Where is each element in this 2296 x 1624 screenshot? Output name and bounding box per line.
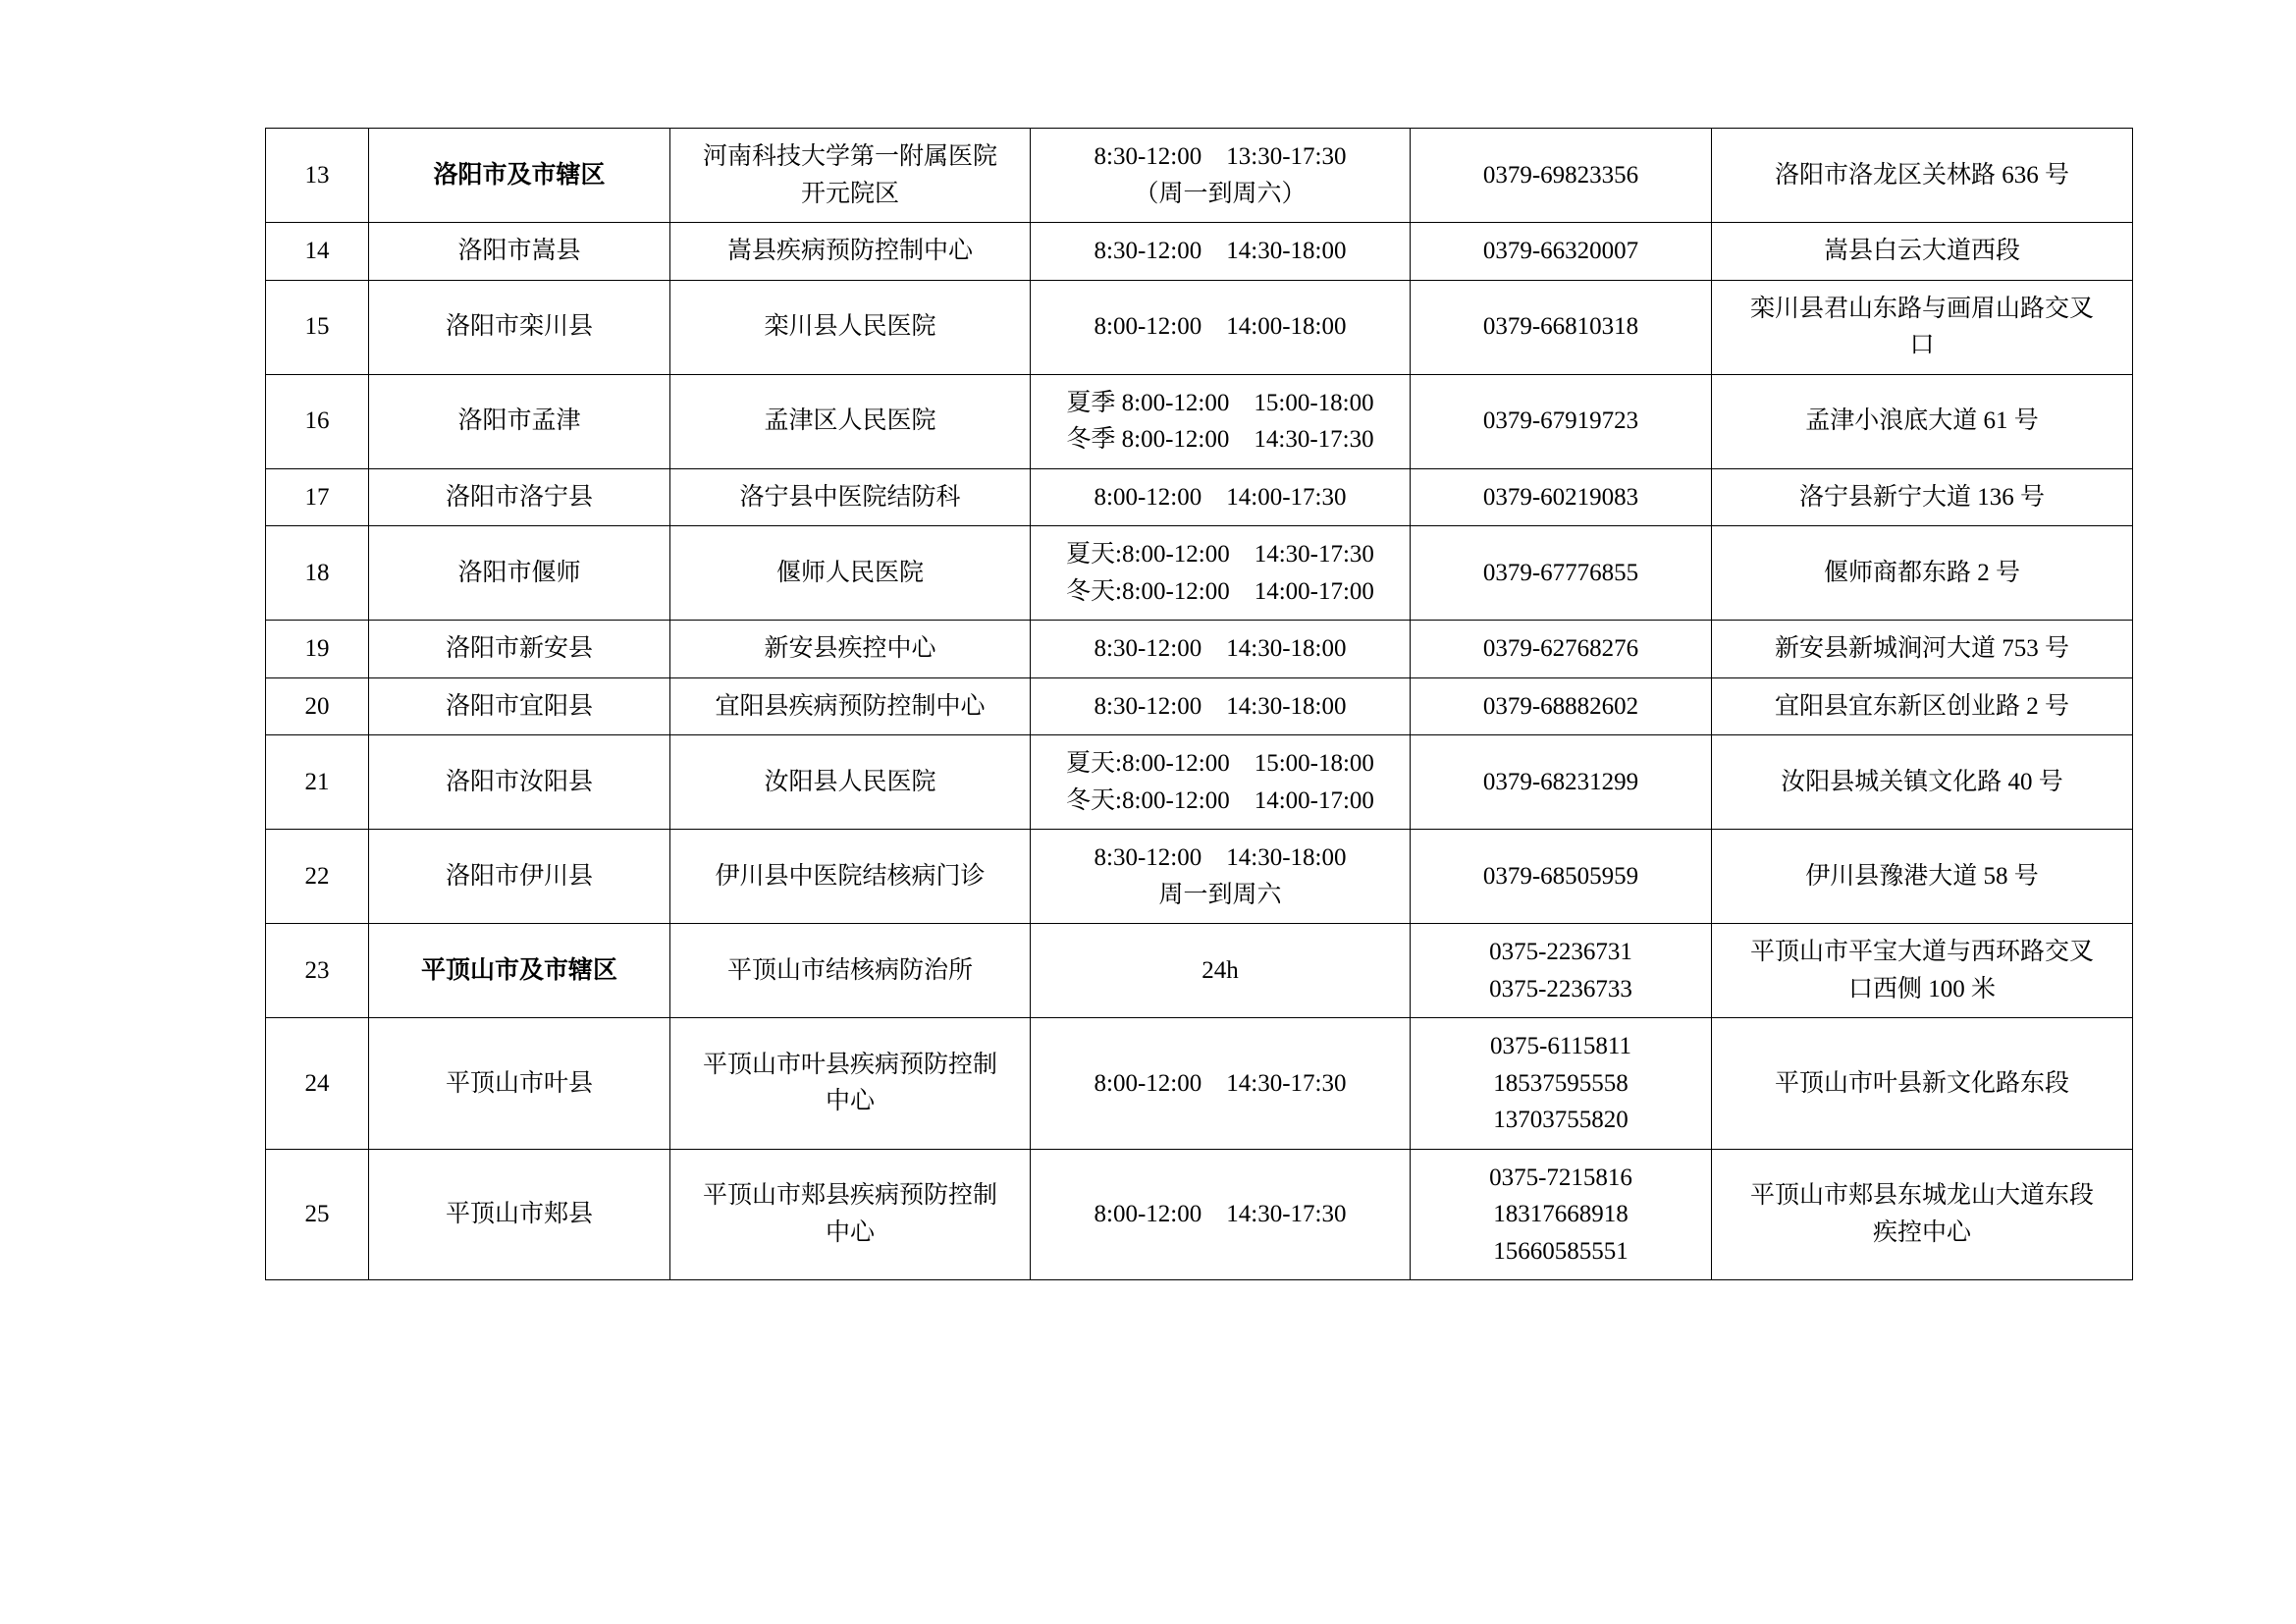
institution-name xyxy=(670,223,1031,281)
address xyxy=(1712,735,2133,830)
area-name: 洛阳市宜阳县 xyxy=(369,677,670,735)
area-name: 洛阳市伊川县 xyxy=(369,830,670,924)
institution-name-line: 平顶山市结核病防治所 xyxy=(726,956,973,984)
institution-name xyxy=(670,1149,1031,1280)
row-index: 21 xyxy=(266,735,369,830)
contact-phone-line: 0375-2236731 xyxy=(1489,939,1632,965)
address-line: 偃师商都东路 2 号 xyxy=(1823,559,2020,586)
service-hours-line: 冬天:8:00-12:00 14:00-17:00 xyxy=(1066,577,1374,605)
institution-name-line: 平顶山市郏县疾病预防控制 xyxy=(702,1182,997,1210)
clinic-table xyxy=(265,128,2133,1280)
institution-name xyxy=(670,830,1031,924)
institution-name xyxy=(670,735,1031,830)
contact-phone xyxy=(1411,374,1712,468)
address xyxy=(1712,1149,2133,1280)
table-row xyxy=(266,735,2133,830)
service-hours-line: 8:30-12:00 14:30-18:00 xyxy=(1094,238,1347,264)
area-name: 洛阳市及市辖区 xyxy=(369,129,670,223)
area-name: 洛阳市嵩县 xyxy=(369,223,670,281)
contact-phone-line: 0379-68505959 xyxy=(1482,862,1639,890)
service-hours-line: 8:30-12:00 14:30-18:00 xyxy=(1094,844,1347,871)
service-hours-line: 8:00-12:00 14:00-18:00 xyxy=(1094,313,1347,341)
row-index: 19 xyxy=(266,621,369,678)
contact-phone-line: 0379-60219083 xyxy=(1482,483,1639,511)
address-line: 平顶山市平宝大道与西环路交叉 xyxy=(1749,939,2094,965)
table-row xyxy=(266,468,2133,526)
service-hours-line: 夏天:8:00-12:00 14:30-17:30 xyxy=(1066,541,1374,568)
address xyxy=(1712,280,2133,374)
service-hours xyxy=(1031,621,1411,678)
contact-phone-line: 0379-67776855 xyxy=(1482,559,1639,586)
service-hours-line: 冬天:8:00-12:00 14:00-17:00 xyxy=(1066,786,1374,814)
address-line: 平顶山市郏县东城龙山大道东段 xyxy=(1749,1182,2094,1210)
institution-name-line: 中心 xyxy=(825,1218,875,1246)
institution-name-line: 宜阳县疾病预防控制中心 xyxy=(715,692,986,720)
service-hours-line: 8:00-12:00 14:30-17:30 xyxy=(1094,1069,1347,1097)
institution-name xyxy=(670,280,1031,374)
row-index: 15 xyxy=(266,280,369,374)
row-index: 23 xyxy=(266,924,369,1018)
address-line: 口西侧 100 米 xyxy=(1847,975,1996,1002)
row-index: 14 xyxy=(266,223,369,281)
clinic-table-body xyxy=(266,129,2133,1280)
address xyxy=(1712,1018,2133,1150)
service-hours-line: 夏季 8:00-12:00 15:00-18:00 xyxy=(1066,389,1374,416)
contact-phone xyxy=(1411,1149,1712,1280)
area-name: 平顶山市叶县 xyxy=(369,1018,670,1150)
institution-name-line: 新安县疾控中心 xyxy=(764,635,936,662)
service-hours xyxy=(1031,677,1411,735)
address-line: 洛阳市洛龙区关林路 636 号 xyxy=(1774,161,2069,189)
row-index: 18 xyxy=(266,526,369,621)
table-row xyxy=(266,621,2133,678)
area-name: 洛阳市新安县 xyxy=(369,621,670,678)
row-index: 16 xyxy=(266,374,369,468)
service-hours-line: （周一到周六） xyxy=(1134,180,1307,207)
contact-phone-line: 0379-69823356 xyxy=(1482,161,1639,189)
institution-name-line: 栾川县人民医院 xyxy=(764,313,936,341)
address-line: 孟津小浪底大道 61 号 xyxy=(1805,407,2039,435)
contact-phone-line: 0375-7215816 xyxy=(1489,1164,1632,1191)
address-line: 洛宁县新宁大道 136 号 xyxy=(1798,483,2045,511)
contact-phone-line: 18317668918 xyxy=(1493,1201,1629,1227)
contact-phone-line: 0379-67919723 xyxy=(1482,407,1639,435)
address-line: 伊川县豫港大道 58 号 xyxy=(1805,862,2039,890)
address xyxy=(1712,924,2133,1018)
institution-name xyxy=(670,129,1031,223)
contact-phone xyxy=(1411,526,1712,621)
area-name: 洛阳市汝阳县 xyxy=(369,735,670,830)
table-row xyxy=(266,830,2133,924)
institution-name xyxy=(670,374,1031,468)
contact-phone xyxy=(1411,1018,1712,1150)
area-name: 洛阳市栾川县 xyxy=(369,280,670,374)
institution-name xyxy=(670,1018,1031,1150)
service-hours-line: 8:00-12:00 14:30-17:30 xyxy=(1094,1201,1347,1227)
contact-phone xyxy=(1411,280,1712,374)
service-hours xyxy=(1031,280,1411,374)
address-line: 口 xyxy=(1909,332,1935,358)
contact-phone xyxy=(1411,129,1712,223)
contact-phone-line: 0375-6115811 xyxy=(1490,1033,1631,1059)
contact-phone-line: 0379-68231299 xyxy=(1482,768,1639,795)
address xyxy=(1712,677,2133,735)
contact-phone xyxy=(1411,223,1712,281)
table-row xyxy=(266,1018,2133,1150)
institution-name-line: 汝阳县人民医院 xyxy=(764,768,936,795)
service-hours xyxy=(1031,526,1411,621)
institution-name-line: 伊川县中医院结核病门诊 xyxy=(715,862,986,890)
institution-name xyxy=(670,468,1031,526)
table-row xyxy=(266,374,2133,468)
service-hours-line: 24h xyxy=(1201,956,1239,984)
area-name: 平顶山市及市辖区 xyxy=(369,924,670,1018)
institution-name-line: 孟津区人民医院 xyxy=(764,407,936,435)
institution-name xyxy=(670,924,1031,1018)
service-hours-line: 周一到周六 xyxy=(1158,881,1282,908)
contact-phone-line: 15660585551 xyxy=(1493,1237,1629,1265)
table-row xyxy=(266,223,2133,281)
address xyxy=(1712,830,2133,924)
address-line: 栾川县君山东路与画眉山路交叉 xyxy=(1749,295,2094,322)
row-index: 22 xyxy=(266,830,369,924)
area-name: 平顶山市郏县 xyxy=(369,1149,670,1280)
contact-phone-line: 0379-66810318 xyxy=(1482,313,1639,341)
service-hours-line: 8:00-12:00 14:00-17:30 xyxy=(1094,483,1347,511)
table-row xyxy=(266,677,2133,735)
contact-phone xyxy=(1411,621,1712,678)
address xyxy=(1712,129,2133,223)
service-hours xyxy=(1031,374,1411,468)
contact-phone xyxy=(1411,830,1712,924)
service-hours xyxy=(1031,468,1411,526)
institution-name xyxy=(670,677,1031,735)
service-hours xyxy=(1031,1018,1411,1150)
contact-phone-line: 0379-66320007 xyxy=(1482,238,1639,264)
address xyxy=(1712,468,2133,526)
row-index: 20 xyxy=(266,677,369,735)
service-hours-line: 8:30-12:00 13:30-17:30 xyxy=(1094,143,1347,170)
service-hours xyxy=(1031,223,1411,281)
contact-phone-line: 0379-68882602 xyxy=(1482,692,1639,720)
service-hours-line: 8:30-12:00 14:30-18:00 xyxy=(1094,635,1347,662)
service-hours xyxy=(1031,1149,1411,1280)
institution-name xyxy=(670,621,1031,678)
table-row xyxy=(266,1149,2133,1280)
address-line: 汝阳县城关镇文化路 40 号 xyxy=(1781,768,2063,795)
institution-name-line: 河南科技大学第一附属医院 xyxy=(702,143,997,170)
table-row xyxy=(266,129,2133,223)
institution-name-line: 洛宁县中医院结防科 xyxy=(739,483,961,511)
service-hours-line: 8:30-12:00 14:30-18:00 xyxy=(1094,692,1347,720)
service-hours-line: 冬季 8:00-12:00 14:30-17:30 xyxy=(1066,426,1374,453)
address-line: 疾控中心 xyxy=(1872,1218,1971,1246)
institution-name-line: 嵩县疾病预防控制中心 xyxy=(726,238,973,264)
address-line: 新安县新城涧河大道 753 号 xyxy=(1774,635,2069,662)
contact-phone-line: 18537595558 xyxy=(1493,1069,1629,1097)
contact-phone-line: 0379-62768276 xyxy=(1482,635,1639,662)
institution-name xyxy=(670,526,1031,621)
contact-phone xyxy=(1411,468,1712,526)
address-line: 平顶山市叶县新文化路东段 xyxy=(1774,1069,2069,1097)
institution-name-line: 平顶山市叶县疾病预防控制 xyxy=(702,1051,997,1078)
table-row xyxy=(266,280,2133,374)
row-index: 24 xyxy=(266,1018,369,1150)
service-hours-line: 夏天:8:00-12:00 15:00-18:00 xyxy=(1066,750,1374,777)
service-hours xyxy=(1031,924,1411,1018)
address-line: 嵩县白云大道西段 xyxy=(1823,238,2020,264)
service-hours xyxy=(1031,735,1411,830)
address xyxy=(1712,526,2133,621)
contact-phone xyxy=(1411,924,1712,1018)
address xyxy=(1712,621,2133,678)
table-row xyxy=(266,924,2133,1018)
address xyxy=(1712,374,2133,468)
area-name: 洛阳市孟津 xyxy=(369,374,670,468)
institution-name-line: 中心 xyxy=(825,1088,875,1115)
institution-name-line: 开元院区 xyxy=(800,180,899,207)
contact-phone xyxy=(1411,677,1712,735)
contact-phone xyxy=(1411,735,1712,830)
service-hours xyxy=(1031,830,1411,924)
contact-phone-line: 0375-2236733 xyxy=(1489,975,1632,1002)
service-hours xyxy=(1031,129,1411,223)
row-index: 17 xyxy=(266,468,369,526)
address-line: 宜阳县宜东新区创业路 2 号 xyxy=(1774,692,2069,720)
area-name: 洛阳市洛宁县 xyxy=(369,468,670,526)
contact-phone-line: 13703755820 xyxy=(1493,1107,1629,1133)
area-name: 洛阳市偃师 xyxy=(369,526,670,621)
row-index: 25 xyxy=(266,1149,369,1280)
row-index: 13 xyxy=(266,129,369,223)
table-row xyxy=(266,526,2133,621)
address xyxy=(1712,223,2133,281)
institution-name-line: 偃师人民医院 xyxy=(775,559,924,586)
